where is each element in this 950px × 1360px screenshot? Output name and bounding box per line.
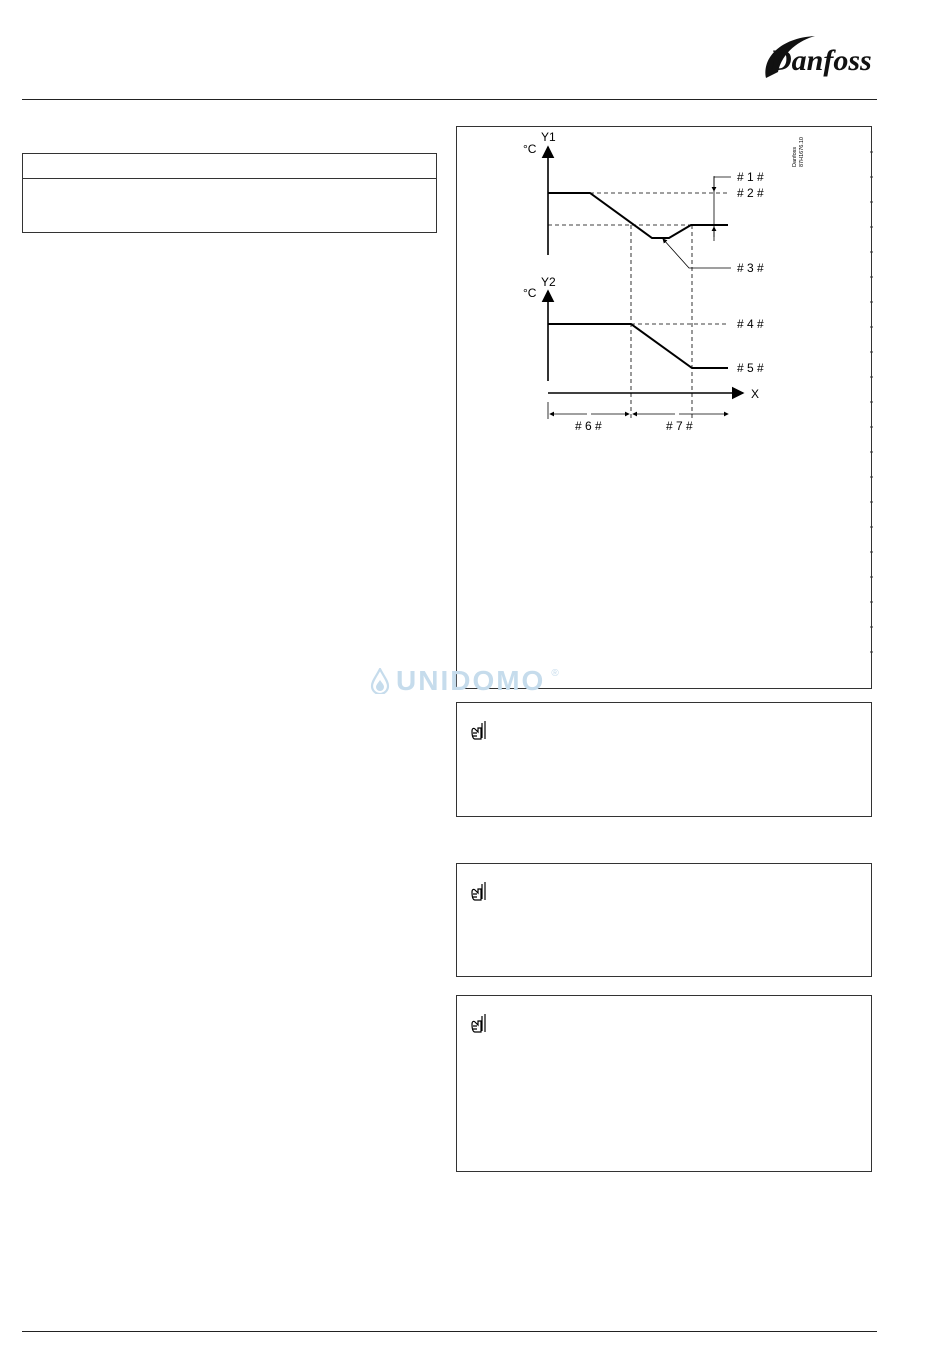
y2-axis-label: Y2 — [541, 275, 556, 289]
y1-temperature-curve — [548, 193, 728, 238]
pointing-hand-icon — [469, 1012, 491, 1034]
note-box-3 — [456, 995, 872, 1172]
diagram-canvas — [457, 127, 873, 690]
danfoss-logo — [760, 28, 885, 82]
callout-2: # 2 # — [737, 186, 764, 200]
brand-logo-text: Danfoss — [770, 44, 872, 77]
table-body-row — [23, 179, 436, 191]
water-drop-icon — [370, 668, 390, 694]
drawing-code-line2: 87H1676.10 — [799, 137, 805, 167]
frame-ticks — [870, 152, 873, 652]
pointing-hand-icon — [469, 719, 491, 741]
watermark-registered: ® — [551, 668, 559, 679]
callout-3: # 3 # — [737, 261, 764, 275]
note-box-2 — [456, 863, 872, 977]
x-axis-label: X — [751, 387, 760, 401]
callout-6: # 6 # — [575, 419, 602, 433]
temperature-diagram — [456, 126, 872, 689]
watermark-text: UNIDOMO — [396, 665, 546, 696]
callout-5: # 5 # — [737, 361, 764, 375]
footer-rule — [22, 1331, 877, 1332]
pointing-hand-icon — [469, 880, 491, 902]
y1-axis-label: Y1 — [541, 130, 556, 144]
note-box-1 — [456, 702, 872, 817]
table-header-row — [23, 154, 436, 179]
drawing-code-line1: Danfoss — [792, 146, 798, 167]
callout-7: # 7 # — [666, 419, 693, 433]
parameter-table — [22, 153, 437, 233]
y2-unit-label: °C — [523, 286, 537, 300]
header-rule — [22, 99, 877, 100]
watermark — [370, 664, 585, 698]
callout-3-leader — [663, 239, 731, 268]
callout-1: # 1 # — [737, 170, 764, 184]
y2-temperature-curve — [548, 324, 728, 368]
callout-4: # 4 # — [737, 317, 764, 331]
y1-unit-label: °C — [523, 142, 537, 156]
